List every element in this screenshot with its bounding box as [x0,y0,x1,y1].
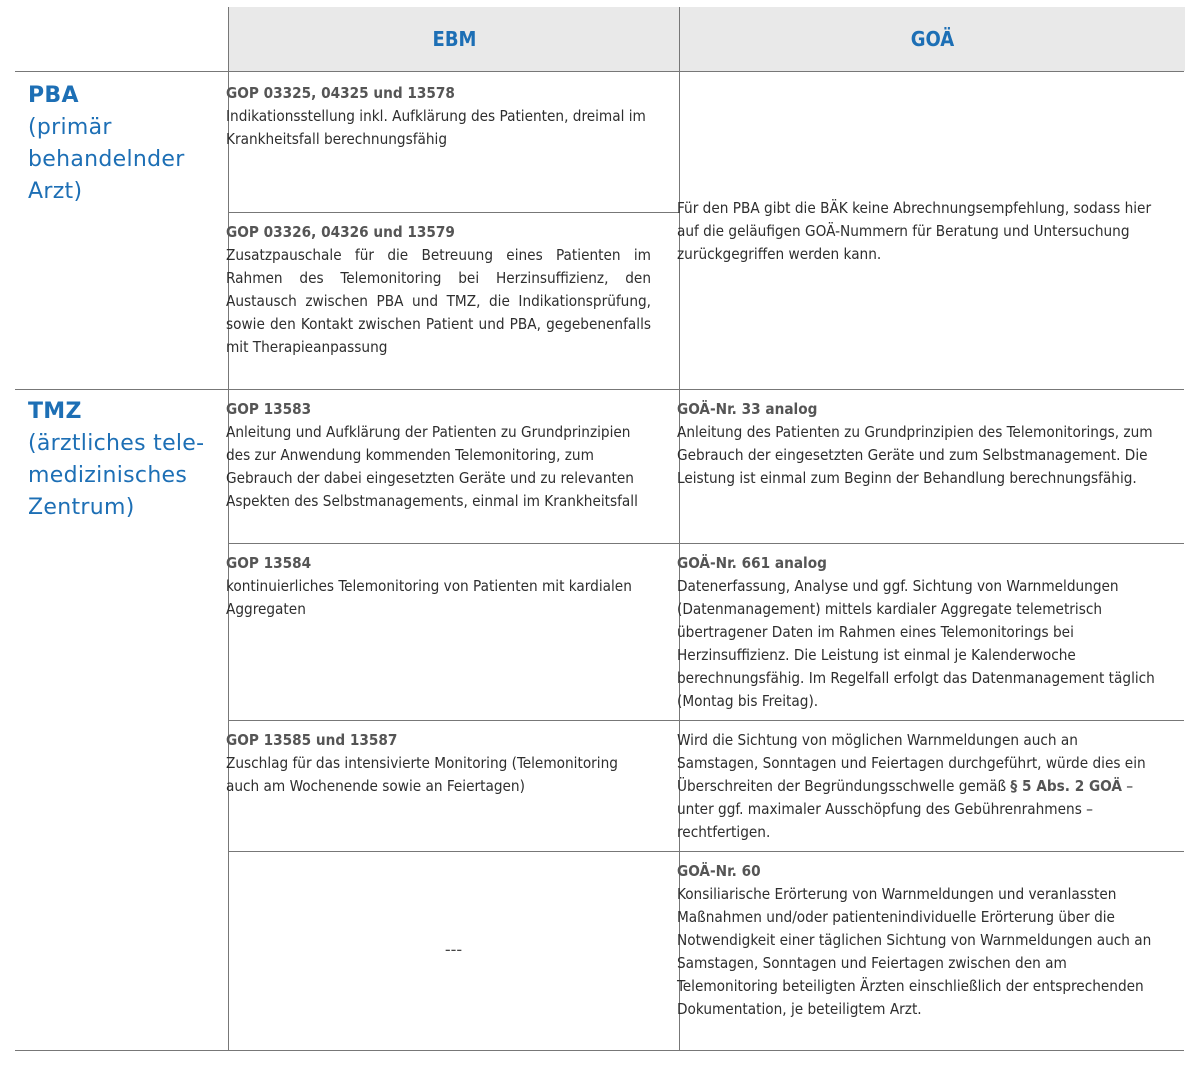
ebm-cell [226,221,651,359]
column-header-ebm [228,7,680,71]
ebm-cell [226,552,651,621]
cell-body: Für den PBA gibt die BÄK keine Abrechnungsempfehlung, sodass hier auf die geläufigen GOÄ-Nummern für Beratung und Untersuchung zurückgegriffen werden kann. [677,199,1152,263]
cell-body [677,729,1157,844]
goa-cell [677,197,1157,266]
cell-title: GOP 03325, 04325 und 13578 [226,84,455,102]
cell-body: Konsiliarische Erörterung von Warnmeldungen und veranlassten Maßnahmen und/oder patientenindividuelle Erörterung über die Notwendigkeit einer täglichen Sichtung von Warnmeldungen auch an Samstagen, Sonntagen und Feiertagen zwischen den am Telemonitoring beteiligten Ärzten einschließlich der entsprechenden Dokumentation, je beteiligtem Arzt. [677,885,1152,1018]
cell-title: GOP 13583 [226,400,312,418]
cell-body: Zuschlag für das intensivierte Monitoring (Telemonitoring auch am Wochenende sowie an Feiertagen) [226,754,618,795]
table-bottom-rule [15,1050,1184,1051]
cell-title: GOÄ-Nr. 33 analog [677,400,818,418]
goa-cell [677,860,1157,1021]
ebm-cell [226,398,651,513]
cell-body-text: – unter ggf. maximaler Ausschöpfung des Gebührenrahmens – rechtfertigen. [677,777,1134,841]
cell-body: Datenerfassung, Analyse und ggf. Sichtung von Warnmeldungen (Datenmanagement) mittels kardialer Aggregate telemetrisch übertragener Daten im Rahmen eines Telemonitorings bei Herzinsuffizienz. Die Leistung ist einmal je Kalenderwoche berechnungsfähig. Im Regelfall erfolgt das Datenmanagement täglich (Montag bis Freitag). [677,577,1155,710]
cell-title: GOP 03326, 04326 und 13579 [226,223,455,241]
column-header-goa-label: GOÄ [910,27,955,51]
cell-body: Zusatzpauschale für die Betreuung eines Patienten im Rahmen des Telemonitoring bei Herzinsuffizienz, den Austausch zwischen PBA und TMZ, die Indikationsprüfung, sowie den Kontakt zwischen Patient und PBA, gegebenenfalls mit Therapieanpassung [226,246,651,356]
cell-body: Anleitung des Patienten zu Grundprinzipien des Telemonitorings, zum Gebrauch der eingesetzten Geräte und zum Selbstmanagement. Die Leistung ist einmal zum Beginn der Behandlung berechnungsfähig. [677,423,1153,487]
cell-title: GOP 13584 [226,554,312,572]
group-rule [15,389,1184,390]
column-header-goa [679,7,1185,71]
cell-title: GOP 13585 und 13587 [226,731,398,749]
legal-reference: § 5 Abs. 2 GOÄ [1010,777,1122,795]
cell-body: kontinuierliches Telemonitoring von Patienten mit kardialen Aggregaten [226,577,632,618]
group-subtitle: (ärztliches tele- medizinisches Zentrum) [28,431,205,520]
ebm-cell [226,82,651,151]
ebm-cell [226,729,651,798]
group-code: TMZ [28,399,82,424]
goa-cell [677,552,1157,713]
column-header-ebm-label: EBM [432,27,477,51]
header-rule [15,71,1184,72]
empty-ebm-dash: --- [444,940,463,959]
cell-body: Anleitung und Aufklärung der Patienten zu Grundprinzipien des zur Anwendung kommenden Telemonitoring, zum Gebrauch der dabei eingesetzten Geräte und zu relevanten Aspekten des Selbstmanagements, einmal im Krankheitsfall [226,423,638,510]
row-rule [228,212,679,213]
row-rule [228,543,1184,544]
goa-cell [677,729,1157,844]
group-code: PBA [28,83,79,108]
cell-body: Indikationsstellung inkl. Aufklärung des Patienten, dreimal im Krankheitsfall berechnungsfähig [226,107,646,148]
row-rule [228,720,1184,721]
group-label-pba [28,80,185,208]
column-divider [228,7,229,1050]
cell-body-text: Wird die Sichtung von möglichen Warnmeldungen auch an Samstagen, Sonntagen und Feiertagen durchgeführt, würde dies ein Überschreiten der Begründungsschwelle gemäß [677,731,1146,795]
group-label-tmz [28,396,204,524]
group-subtitle: (primär behandelnder Arzt) [28,115,185,204]
goa-cell [677,398,1157,490]
cell-title: GOÄ-Nr. 661 analog [677,554,827,572]
row-rule [228,851,1184,852]
cell-title: GOÄ-Nr. 60 [677,862,761,880]
